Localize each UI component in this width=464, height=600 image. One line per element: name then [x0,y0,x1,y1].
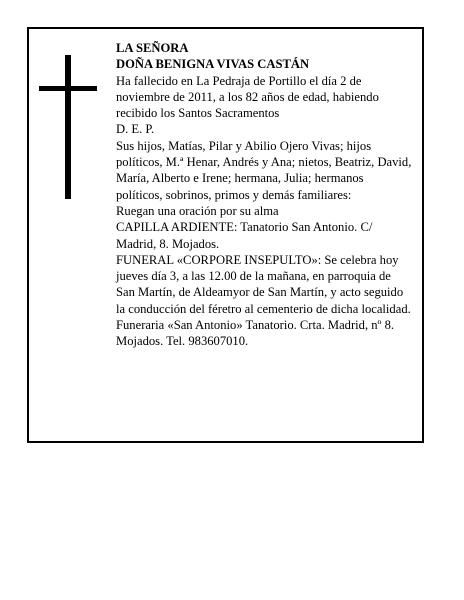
prayer-request: Ruegan una oración por su alma [116,203,279,218]
family-list: Sus hijos, Matías, Pilar y Abilio Ojero Vivas; hijos políticos, M.ª Henar, Andrés y Ana; nietos, Beatriz, David, María, Alberto e Irene; hermana, Julia; hermanos políticos, sobrinos, primos y demás familiares: [116,138,412,202]
obituary-notice [27,27,424,443]
funeral-home-info: Funeraria «San Antonio» Tanatorio. Crta. Madrid, nº 8. Mojados. Tel. 983607010. [116,318,395,349]
notice-title: LA SEÑORA [116,41,189,55]
cross-vertical-bar [65,55,71,199]
cross-horizontal-bar [39,86,97,91]
rip-text: D. E. P. [116,122,155,137]
funeral-info: FUNERAL «CORPORE INSEPULTO»: Se celebra hoy jueves día 3, a las 12.00 de la mañana, en parroquia de San Martín, de Aldeamyor de San Martín, y acto seguido la conducción del féretro al cementerio de dicha localidad. [116,252,411,316]
cross-icon [39,55,97,199]
chapel-info: CAPILLA ARDIENTE: Tanatorio San Antonio. C/ Madrid, 8. Mojados. [116,220,373,251]
death-info: Ha fallecido en La Pedraja de Portillo el día 2 de noviembre de 2011, a los 82 años de edad, habiendo recibido los Santos Sacramentos [116,73,379,121]
notice-body [116,40,412,350]
deceased-name: DOÑA BENIGNA VIVAS CASTÁN [116,57,310,72]
